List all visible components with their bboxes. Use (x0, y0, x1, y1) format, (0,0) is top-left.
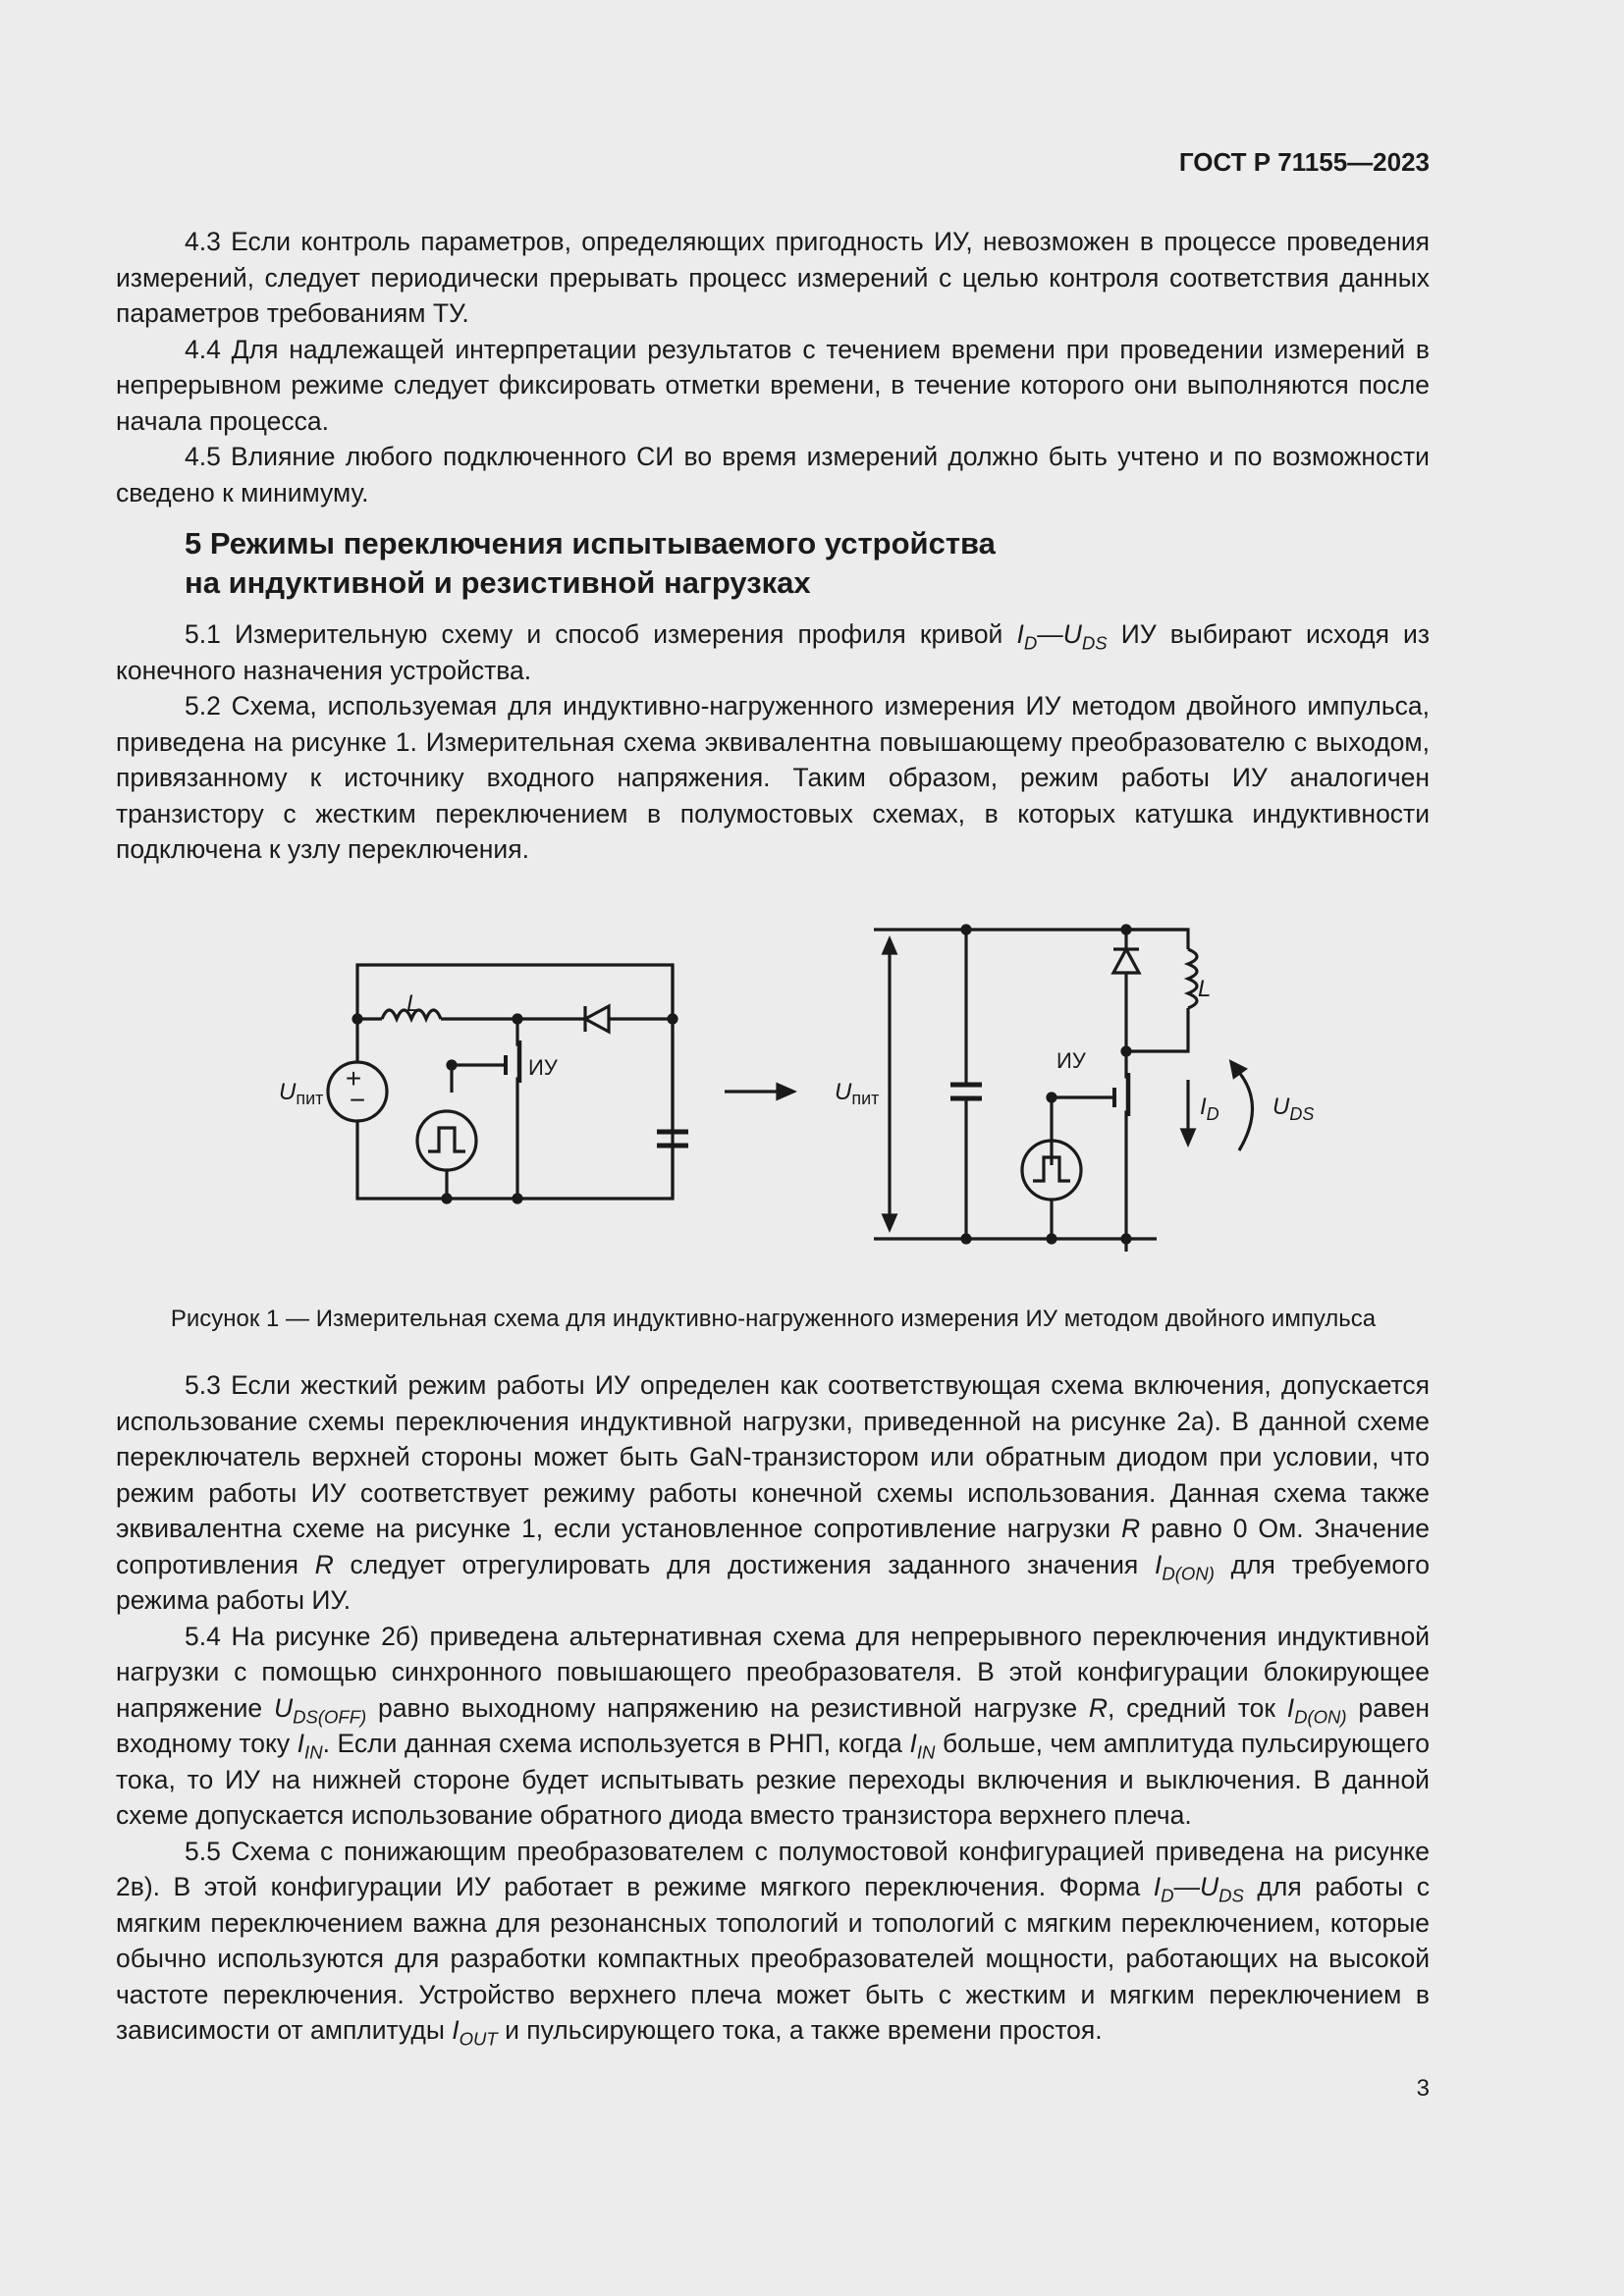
section-title-line-2: на индуктивной и резистивной нагрузках (185, 565, 811, 600)
section-5-title (185, 510, 1430, 616)
paragraph-5-2: 5.2 Схема, используемая для индуктивно-нагруженного измерения ИУ методом двойного импульса, приведена на рисунке 1. Измерительная схема эквивалентна повышающему преобразователю с выходом, привязанному к источнику входного напряжения. Таким образом, режим работы ИУ аналогичен транзистору с жестким переключением в полумостовых схемах, в которых катушка индуктивности подключена к узлу переключения. (116, 691, 1430, 864)
inductor-right-icon (1188, 949, 1197, 1008)
figure-caption: Рисунок 1 — Измерительная схема для индуктивно-нагруженного измерения ИУ методом двойного импульса (170, 1306, 1377, 1332)
label-l-right: L (1198, 976, 1212, 1002)
document-id: ГОСТ Р 71155—2023 (1178, 147, 1430, 177)
lower-text-block (116, 1367, 1430, 2049)
svg-text:+: + (345, 1063, 362, 1094)
label-dut-left: ИУ (528, 1055, 558, 1080)
right-circuit (835, 926, 1314, 1252)
label-dut-right: ИУ (1056, 1048, 1086, 1073)
page-number: 3 (1416, 2075, 1430, 2102)
figure-1 (116, 908, 1430, 1252)
diode-right-icon (1113, 949, 1139, 973)
label-u-supply-right: $U_{пит}$ (835, 1079, 880, 1108)
diode-icon (585, 1006, 609, 1032)
svg-text:−: − (349, 1085, 366, 1115)
label-u-supply-left: $U_{пит}$ (279, 1079, 324, 1108)
paragraph-4-3: 4.3 Если контроль параметров, определяющих пригодность ИУ, невозможен в процессе проведения измерений, следует периодически прерывать процесс измерений с целью контроля соответствия данных параметров требованиям ТУ. (116, 227, 1430, 328)
left-circuit (279, 965, 688, 1202)
label-id: $I_D$ (1200, 1094, 1219, 1124)
uds-arrow (1237, 1070, 1253, 1150)
left-loop-wire (357, 965, 673, 1199)
paragraph-5-4: 5.4 На рисунке 2б) приведена альтернативная схема для непрерывного переключения индуктивной нагрузки с помощью синхронного повышающего преобразователя. В этой конфигурации блокирующее напряжение $U_{DS(OFF)}$ равно выходному напряжению на резистивной нагрузке R, средний ток $I_{D(ON)}$ равен входному току $I_{IN}$. Если данная схема используется в РНП, когда $I_{IN}$ больше, чем амплитуда пульсирующего тока, то ИУ на нижней стороне будет испытывать резкие переходы включения и выключения. В данной схеме допускается использование обратного диода вместо транзистора верхнего плеча. (116, 1621, 1431, 1830)
circuit-diagram (116, 908, 1430, 1252)
transform-arrow-icon (725, 1085, 793, 1098)
label-l: L (406, 990, 420, 1017)
capacitor-right-icon (950, 1085, 982, 1098)
paragraph-4-5: 4.5 Влияние любого подключенного СИ во время измерений должно быть учтено и по возможности сведено к минимуму. (116, 442, 1430, 507)
label-uds: $U_{DS}$ (1272, 1094, 1315, 1124)
paragraph-4-4: 4.4 Для надлежащей интерпретации результатов с течением времени при проведении измерений в непрерывном режиме следует фиксировать отметки времени, в течение которого они выполняются после начала процесса. (116, 334, 1430, 436)
upper-text-block (116, 224, 1430, 868)
paragraph-5-5: 5.5 Схема с понижающим преобразователем с полумостовой конфигурацией приведена на рисунке 2в). В этой конфигурации ИУ работает в режиме мягкого переключения. Форма $I_D—U_{DS}$ для работы с мягким переключением важна для резонансных топологий и топологий с мягким переключением, которые обычно используются для разработки компактных преобразователей мощности, работающих на высокой частоте переключения. Устройство верхнего плеча может быть с жестким и мягким переключением в зависимости от амплитуды $I_{OUT}$ и пульсирующего тока, а также времени простоя. (116, 1836, 1430, 2050)
section-title-line-1: 5 Режимы переключения испытываемого устройства (185, 526, 996, 561)
paragraph-5-1: 5.1 Измерительную схему и способ измерения профиля кривой $I_D—U_{DS}$ ИУ выбирают исходя из конечного назначения устройства. (116, 619, 1430, 685)
pulse-generator-icon (417, 1111, 476, 1170)
paragraph-5-3: 5.3 Если жесткий режим работы ИУ определен как соответствующая схема включения, допускается использование схемы переключения индуктивной нагрузки, приведенной на рисунке 2а). В данной схеме переключатель верхней стороны может быть GaN-транзистором или обратным диодом при условии, что режим работы ИУ соответствует режиму работы конечной схемы использования. Данная схема также эквивалентна схеме на рисунке 1, если установленное сопротивление нагрузки R равно 0 Ом. Значение сопротивления R следует отрегулировать для достижения заданного значения $I_{D(ON)}$ для требуемого режима работы ИУ. (116, 1370, 1430, 1615)
